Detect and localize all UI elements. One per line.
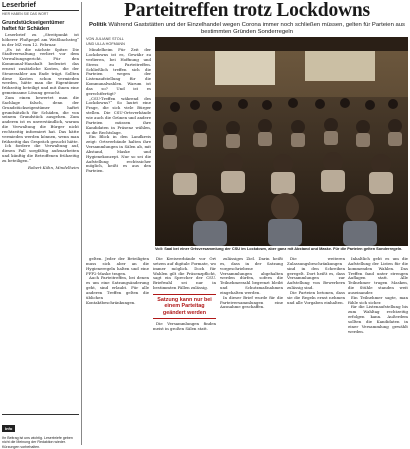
article-column-5 <box>287 257 345 305</box>
letter-title: Grundstückseigentümer haftet für Schäden <box>2 20 65 32</box>
letter-paragraph: Leserbrief zu „Streitpunkt ist höherer Flußpegel am Weißbachsteg“ in der MZ vom 12. Februar. <box>2 32 79 47</box>
article-column-6 <box>348 257 408 335</box>
photo-caption: Voll: Saal bei einer Ortsversammlung der CSU im Lockdown, aber ganz mit Abstand und Maske. Für die Parteien gelten Sonderregeln. <box>155 246 403 251</box>
section-subline: HIER HABEN SIE DAS WORT <box>2 12 49 16</box>
article-paragraph: Die weiteren Zulassungsbeschränkungen sind in den Schreiben geregelt. Dort heißt es, dass Versammlungen zur Aufstellung von Bewerbern zulässig sind. <box>287 256 345 291</box>
article-paragraph: „CSU-Treffen während des Lockdowns?“ So lautet eine Frage, die sich viele Bürger stellen. Die CSU-Ortsverbände wie auch die Grünen und andere Parteien müssen ihre Kandidaten in Präsenz wählen, so die Rechtslage. <box>86 95 151 135</box>
info-box <box>2 414 79 449</box>
letter-paragraph: Ich fordere die Verwaltung auf, diesen Fall sorgfältig aufzuarbeiten und künftig die Betroffenen frühzeitig zu beteiligen.“ <box>2 143 79 163</box>
article-paragraph: Die Versammlungen finden meist in großen Sälen statt. <box>153 320 216 331</box>
column-divider <box>81 2 82 445</box>
letter-paragraph: Zum einen bewertet man die Sachlage falsch, denn der Grundstückseigentümer haftet grundsätzlich für Schäden, die von seinem Grundstück ausgehen. Zum anderen ist es unverständlich, warum die Verwaltung die Bürger nicht rechtzeitig informiert hat. Das hätte vermieden werden können, wenn man frühzeitig das Gespräch gesucht hätte. <box>2 94 79 144</box>
article-paragraph: Auch Parteitreffen, bei denen es um eine Satzungsänderung geht, sind erlaubt. Für alle anderen Treffen gelten die üblichen Kontaktbeschränkungen. <box>86 275 149 305</box>
info-tab: Info <box>2 425 15 432</box>
deck-lead: Politik <box>89 22 107 28</box>
info-text: Ihr Beitrag ist uns wichtig. Leserbriefe geben nicht die Meinung der Redaktion wieder. Kürzungen vorbehalten. <box>2 436 73 449</box>
article-paragraph: Mindelheim Für Zeit der Lockdowns ist es, Gewähr zu verlieren, bei Hoffnung und Stress zu Parteitreffen. Schließlich treffen sich die Parteien wegen der Listenaufstellung für die Kommunalwahlen. Warum ist das so? Und ist es gerechtfertigt? <box>86 47 151 96</box>
byline-author-2: UND ULLA HOFMANN <box>86 41 125 46</box>
article-paragraph: In dieser Brief wurde für die Parteiversammlungen eine Ausnahme geschaffen. <box>220 294 283 310</box>
byline-author-1: VON JULIANE STOLL <box>86 37 124 41</box>
letter-signature: Robert Kühn, Mindelheim <box>27 164 79 170</box>
article-paragraph: Ein Blick in den Landkreis zeigt: Ortsverbände halten ihre Versammlungen in Sälen ab, mit Abstand, Maske und Hygienekonzept. Nur so sei die Aufstellung rechtssicher möglich, heißt es aus den Parteien. <box>86 134 151 174</box>
article-paragraph: gelten. Jeder der Beteiligten muss sich aber an die Hygieneregeln halten und eine FFP2-Maske tragen. <box>86 256 149 276</box>
article-paragraph: zulässiges Ziel. Darin heißt es, dass in der Satzung vorgeschriebene Versammlungen abgehalten werden dürfen, sofern die Teilnehmerzahl begrenzt bleibt und Schutzmaßnahmen eingehalten werden. <box>220 256 283 295</box>
letters-sidebar <box>2 2 79 449</box>
article-body <box>86 48 151 174</box>
article-column-4 <box>220 257 283 310</box>
article-column-3 <box>153 257 216 331</box>
article-column-1 <box>86 37 151 174</box>
article-paragraph: Inhaltlich geht es um die Aufstellung der Listen für die kommenden Wahlen. Das Treffen fand unter strengen Auflagen statt. Alle Teilnehmer trugen Masken, die Stühle standen weit auseinander. <box>348 256 408 295</box>
meeting-photo <box>155 37 408 246</box>
article-column-2 <box>86 257 149 305</box>
article-paragraph: Die Parteien betonen, dass sie die Regeln ernst nehmen und alle Vorgaben einhalten. <box>287 289 345 305</box>
pull-quote: Satzung kann nur bei einem Parteitag geändert werden <box>153 294 216 319</box>
letter-body <box>2 33 79 164</box>
letter-paragraph: „Es ist die nächste Spitze: Die Stadtverwaltung verliert vor dem Verwaltungsgericht. Für den Kommunal-Haushalt bedeutet das erneut zusätzliche Kosten, die der Steuerzahler am Ende trägt. Sollten diese Kosten schon vermieden werden, hätte man die Eigentümer frühzeitig beteiligt und mit ihnen eine gemeinsame Lösung gesucht. <box>2 46 79 96</box>
article-headline: Parteitreffen trotz Lockdowns <box>124 0 370 21</box>
article-paragraph: Die Kreisverbände vor Ort setzen auf digitale Formate, wo immer möglich. Doch für Wahlen gilt die Präsenzpflicht, sagt ein Sprecher der CSU. Briefwahl sei nur in bestimmten Fällen zulässig. <box>153 256 216 291</box>
deck-text: Während Gaststätten und der Einzelhandel wegen Corona immer noch schließen müssen, gelten für Parteien aus bestimmten Gründen Sonderregeln <box>108 22 405 36</box>
article-paragraph: für die Listenaufstellung bis zum Wahltag rechtzeitig erfolgen kann. Außerdem sollten die Kandidaten in einer Versammlung gewählt werden. <box>348 304 408 334</box>
section-rubric: Leserbrief <box>2 2 79 11</box>
byline <box>86 37 151 46</box>
article-deck <box>86 22 408 36</box>
article-paragraph: Ein Teilnehmer sagte, man fühle sich sicher. <box>348 294 408 305</box>
